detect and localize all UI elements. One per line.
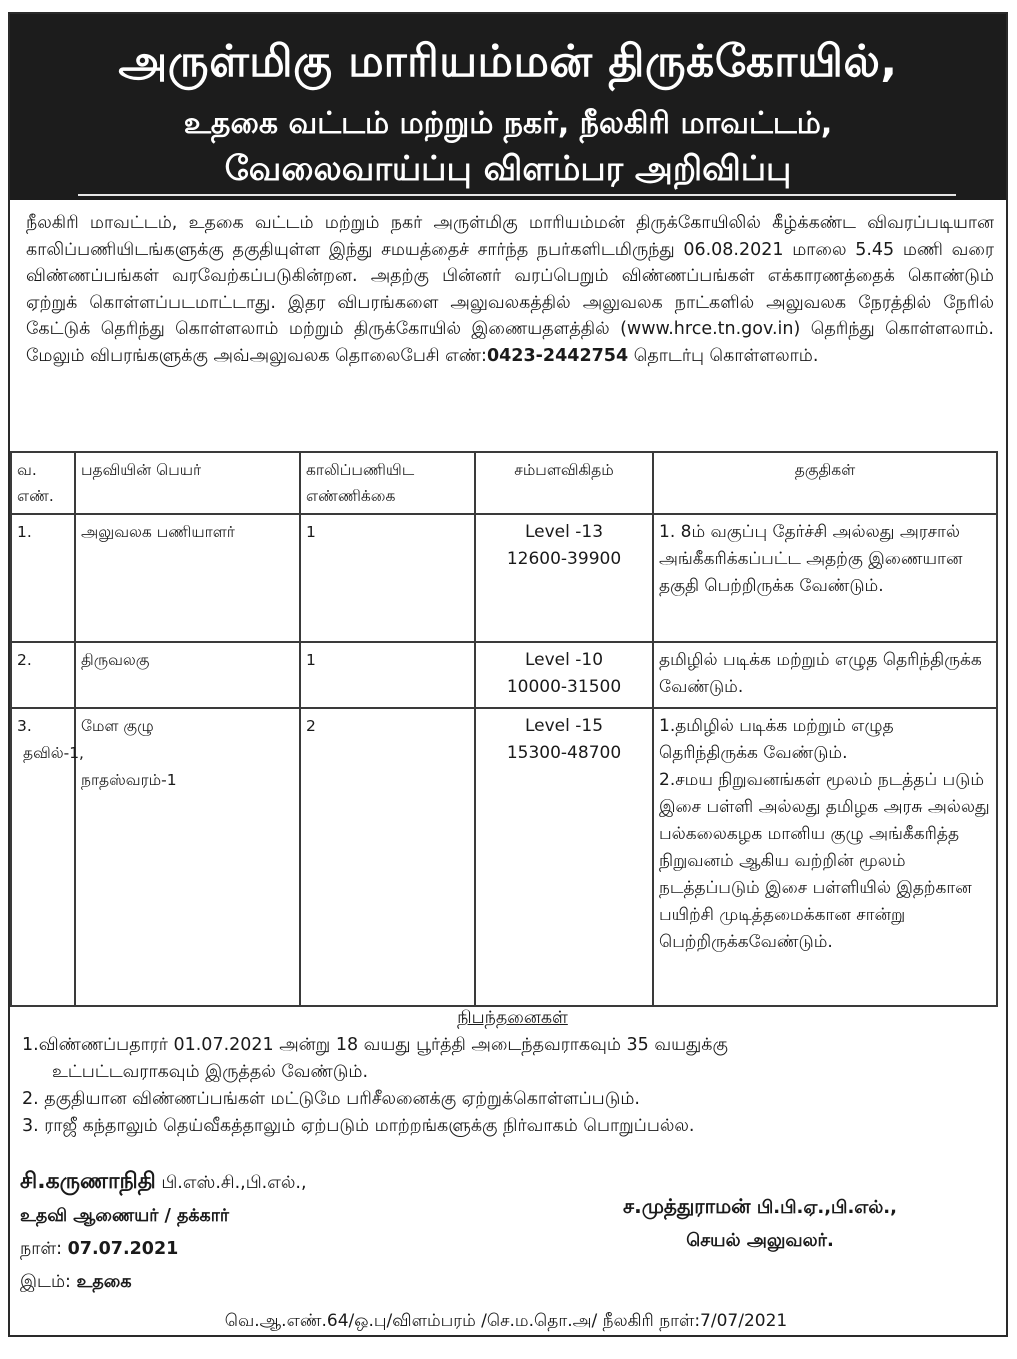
signatory-designation: உதவி ஆணையர் / தக்கார்	[20, 1206, 230, 1226]
intro-text-end: தொடர்பு கொள்ளலாம்.	[628, 345, 819, 366]
location-subtitle: உதகை வட்டம் மற்றும் நகர், நீலகிரி மாவட்டம்,	[183, 106, 833, 141]
row-post-name: அலுவலக பணியாளர்	[75, 514, 300, 642]
row-serial-no: 1.	[11, 514, 75, 642]
row-vacancy-count: 2	[300, 708, 475, 1006]
header-serial-no: வ. எண்.	[11, 452, 75, 514]
date-label: நாள்:	[20, 1239, 68, 1259]
row-pay-scale	[475, 708, 653, 1006]
post-name-line: நாதஸ்வரம்-1	[81, 771, 177, 789]
intro-paragraph	[26, 210, 994, 369]
pay-range: 10000-31500	[506, 677, 622, 697]
table-row	[11, 514, 997, 642]
conditions-section	[22, 1005, 1003, 1140]
pay-level: Level -10	[524, 650, 604, 670]
pay-level: Level -13	[524, 522, 604, 542]
row-serial-no: 3.	[11, 708, 75, 1006]
row-vacancy-count: 1	[300, 514, 475, 642]
temple-title: அருள்மிகு மாரியம்மன் திருக்கோயில்,	[118, 36, 898, 87]
condition-item: 3. ராஜீ கந்தாலும் தெய்வீகத்தாலும் ஏற்படும் மாற்றங்களுக்கு நிர்வாகம் பொறுப்பல்ல.	[22, 1116, 695, 1136]
header-vacancy-count: காலிப்பணியிட எண்ணிக்கை	[300, 452, 475, 514]
signatory-right	[580, 1190, 940, 1257]
row-vacancy-count: 1	[300, 642, 475, 708]
pay-range: 12600-39900	[506, 549, 622, 569]
condition-item: 2. தகுதியான விண்ணப்பங்கள் மட்டுமே பரிசீலனைக்கு ஏற்றுக்கொள்ளப்படும்.	[22, 1089, 640, 1109]
condition-item-continued: உட்பட்டவராகவும் இருத்தல் வேண்டும்.	[52, 1062, 369, 1082]
phone-number: 0423-2442754	[486, 345, 629, 366]
signatory-name: ச.முத்துராமன்	[623, 1194, 751, 1218]
reference-number: வெ.ஆ.எண்.64/ஒ.பு/விளம்பரம் /செ.ம.தொ.அ/ நீலகிரி நாள்:7/07/2021	[224, 1311, 788, 1331]
qualification-item: 1.தமிழில் படிக்க மற்றும் எழுத தெரிந்திருக்க வேண்டும்.	[659, 716, 894, 763]
table-row	[11, 708, 997, 1006]
row-pay-scale	[475, 642, 653, 708]
signatory-name: சி.கருணாநிதி	[20, 1169, 156, 1194]
pay-level: Level -15	[524, 716, 604, 736]
place-value: உதகை	[76, 1272, 132, 1292]
qualification-item: 2.சமய நிறுவனங்கள் மூலம் நடத்தப் படும் இசை பள்ளி அல்லது தமிழக அரசு அல்லது பல்கலைகழக மானிய குழு அங்கீகரித்த நிறுவனம் ஆகிய வற்றின் மூலம் நடத்தப்படும் இசை பள்ளியில் இதற்கான பயிற்சி முடித்தமைக்கான சான்று பெற்றிருக்கவேண்டும்.	[659, 770, 990, 952]
row-qualification	[653, 708, 997, 1006]
date-value: 07.07.2021	[67, 1239, 179, 1259]
row-qualification: தமிழில் படிக்க மற்றும் எழுத தெரிந்திருக்க வேண்டும்.	[653, 642, 997, 708]
row-qualification: 1. 8ம் வகுப்பு தேர்ச்சி அல்லது அரசால் அங்கீகரிக்கப்பட்ட அதற்கு இணையான தகுதி பெற்றிருக்க வேண்டும்.	[653, 514, 997, 642]
vacancy-table	[10, 451, 998, 1007]
conditions-heading: நிபந்தனைகள்	[457, 1008, 568, 1028]
header-post-name: பதவியின் பெயர்	[75, 452, 300, 514]
signatory-degree: பி.பி.ஏ.,பி.எல்.,	[750, 1197, 897, 1218]
row-post-name	[23, 708, 300, 1006]
row-pay-scale	[475, 514, 653, 642]
heading-underline	[78, 194, 956, 196]
header-pay-scale: சம்பளவிகிதம்	[475, 452, 653, 514]
row-post-name: திருவலகு	[75, 642, 300, 708]
table-row	[11, 642, 997, 708]
condition-item: 1.விண்ணப்பதாரர் 01.07.2021 அன்று 18 வயது பூர்த்தி அடைந்தவராகவும் 35 வயதுக்கு	[22, 1035, 728, 1055]
row-serial-no: 2.	[11, 642, 75, 708]
signatory-degree: பி.எஸ்.சி.,பி.எல்.,	[155, 1173, 307, 1193]
intro-text: நீலகிரி மாவட்டம், உதகை வட்டம் மற்றும் நகர் அருள்மிகு மாரியம்மன் திருக்கோயிலில் கீழ்க்கண்ட விவரப்படியான காலிப்பணியிடங்களுக்கு தகுதியுள்ள இந்து சமயத்தைச் சார்ந்த நபர்களிடமிருந்து 06.08.2021 மாலை 5.45 மணி வரை விண்ணப்பங்கள் வரவேற்கப்படுகின்றன. அதற்கு பின்னர் வரப்பெறும் விண்ணப்பங்கள் எக்காரணத்தைக் கொண்டும் ஏற்றுக் கொள்ளப்படமாட்டாது. இதர விபரங்களை அலுவலகத்தில் அலுவலக நாட்களில் அலுவலக நேரத்தில் நேரில் கேட்டுக் தெரிந்து கொள்ளலாம் மற்றும் திருக்கோயில் இணையதளத்தில் (www.hrce.tn.gov.in) தெரிந்து கொள்ளலாம். மேலும் விபரங்களுக்கு அவ்அலுவலக தொலைபேசி எண்:	[26, 213, 994, 366]
header-qualifications: தகுதிகள்	[653, 452, 997, 514]
signatory-designation: செயல் அலுவலர்.	[686, 1230, 834, 1251]
pay-range: 15300-48700	[506, 743, 622, 763]
notice-heading: வேலைவாய்ப்பு விளம்பர அறிவிப்பு	[224, 149, 792, 189]
header-banner	[10, 14, 1006, 200]
post-name-line: தவில்-1,	[23, 744, 84, 762]
post-name-line: மேள குழு	[81, 717, 154, 735]
place-label: இடம்:	[20, 1272, 77, 1292]
table-header-row	[11, 452, 997, 514]
signatory-left	[20, 1165, 307, 1299]
